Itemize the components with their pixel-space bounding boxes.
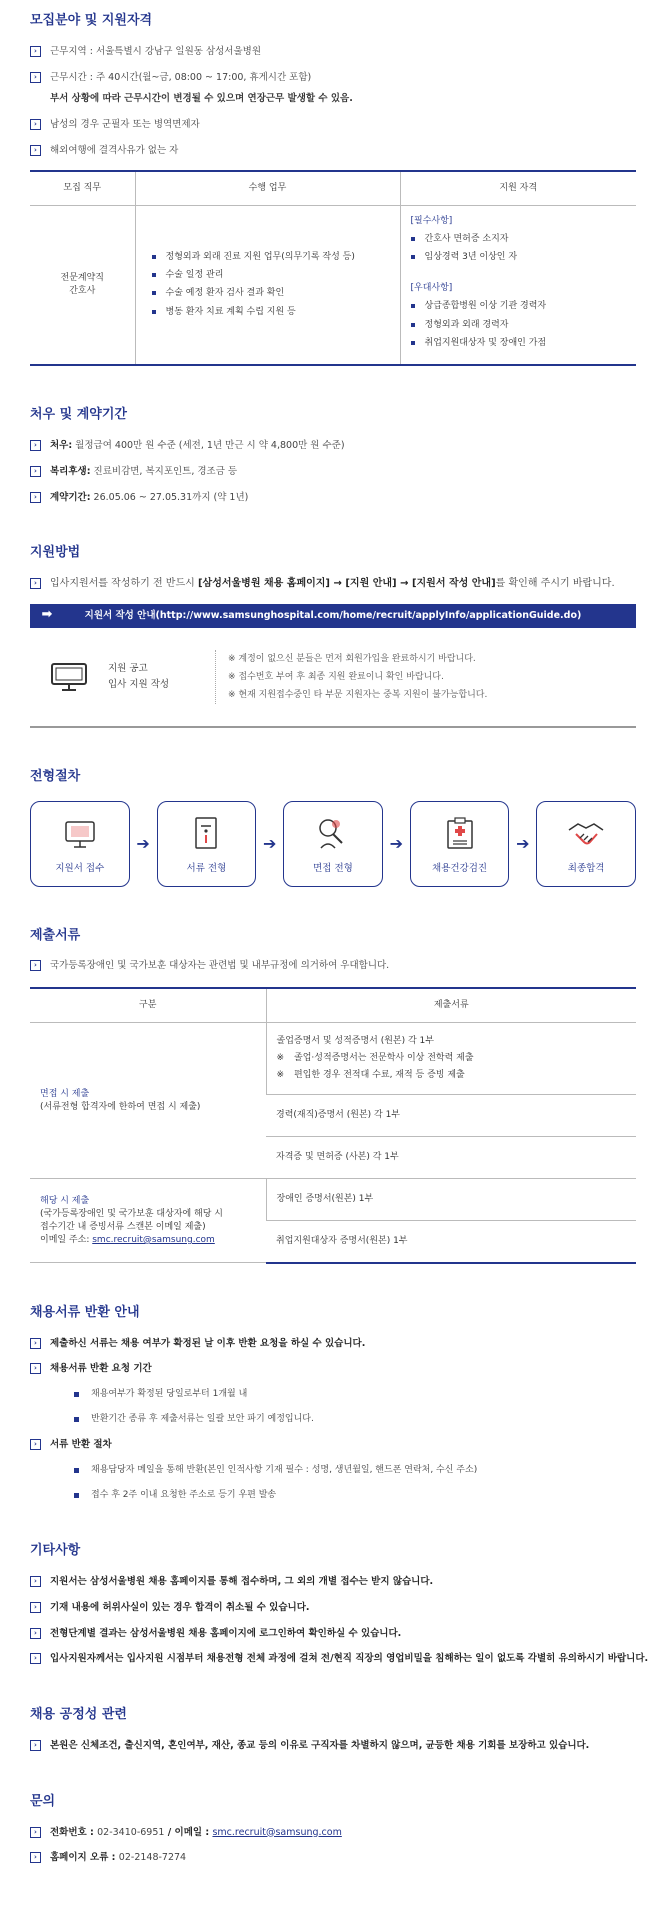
group-cell: 해당 시 제출 (국가등록장애인 및 국가보훈 대상자에 해당 시 접수기간 내 증빙서류 스캔본 이메일 제출) 이메일 주소: smc.recruit@samsung.com bbox=[30, 1179, 266, 1263]
group-subtitle: (국가등록장애인 및 국가보훈 대상자에 해당 시 bbox=[40, 1208, 224, 1219]
section-title-process: 전형절차 bbox=[30, 768, 81, 784]
list-item: › 본원은 신체조건, 출신지역, 혼인여부, 재산, 종교 등의 이유로 구직자를 차별하지 않으며, 균등한 채용 기회를 보장하고 있습니다. bbox=[30, 1739, 656, 1753]
table-header: 구분 bbox=[30, 988, 266, 1023]
required-label: [필수사항] bbox=[410, 216, 453, 227]
recruit-table bbox=[30, 170, 636, 367]
chevron-right-icon: › bbox=[30, 960, 41, 971]
list-item: › 처우: 월정급여 400만 원 수준 (세전, 1년 만근 시 약 4,800만 원 수준) bbox=[30, 439, 656, 453]
list-item: 간호사 면허증 소지자 bbox=[411, 233, 627, 246]
step-final-pass: 최종합격 bbox=[536, 801, 636, 887]
doc-cell: 자격증 및 면허증 (사본) 각 1부 bbox=[266, 1137, 636, 1179]
section-title-contact: 문의 bbox=[30, 1793, 56, 1809]
list-item: › 전형단계별 결과는 삼성서울병원 채용 홈페이지에 로그인하여 확인하실 수 있습니다. bbox=[30, 1627, 656, 1641]
box-label: 지원 공고 bbox=[108, 662, 148, 674]
group-subtitle: (서류전형 합격자에 한하여 면접 시 제출) bbox=[40, 1101, 201, 1112]
list-item: › 채용서류 반환 요청 기간 bbox=[30, 1362, 656, 1376]
list-item: 취업지원대상자 및 장애인 가점 bbox=[411, 337, 627, 350]
medical-clipboard-icon bbox=[444, 816, 476, 850]
contact-line: › 홈페이지 오류 : 02-2148-7274 bbox=[30, 1851, 656, 1865]
application-guide-link[interactable]: ➡ 지원서 작성 안내(http://www.samsunghospital.com/home/recruit/applyInfo/applicationGuide.do) bbox=[30, 604, 636, 628]
duties-cell bbox=[135, 205, 400, 365]
table-header: 수행 업무 bbox=[135, 171, 400, 206]
work-hours-note: 부서 상황에 따라 근무시간이 변경될 수 있으며 연장근무 발생할 수 있음. bbox=[50, 93, 353, 105]
doc-cell: 졸업증명서 및 성적증명서 (원본) 각 1부 ※ 졸업·성적증명서는 전문학사 이상 전학력 제출 ※ 편입한 경우 전적대 수료, 재적 등 증빙 제출 bbox=[266, 1023, 636, 1095]
chevron-right-icon: › bbox=[30, 1439, 41, 1450]
docs-table bbox=[30, 987, 636, 1264]
chevron-right-icon: › bbox=[30, 119, 41, 130]
box-note: ※ 현재 지원접수중인 타 부문 지원자는 중복 지원이 불가능합니다. bbox=[228, 689, 488, 700]
email-link[interactable]: smc.recruit@samsung.com bbox=[212, 1826, 342, 1838]
chevron-right-icon: › bbox=[30, 440, 41, 451]
list-item: 정형외과 외래 경력자 bbox=[411, 319, 627, 332]
section-title-docs: 제출서류 bbox=[30, 927, 81, 943]
step-health-checkup: 채용건강검진 bbox=[410, 801, 510, 887]
box-note: ※ 계정이 없으신 분들은 먼저 회원가입을 완료하시기 바랍니다. bbox=[228, 653, 476, 664]
section-title-etc: 기타사항 bbox=[30, 1543, 81, 1559]
group-title: 해당 시 제출 bbox=[40, 1195, 90, 1206]
table-row bbox=[30, 1023, 636, 1095]
table-header-row bbox=[30, 171, 636, 206]
chevron-right-icon: › bbox=[30, 72, 41, 83]
box-note: ※ 접수번호 부여 후 최종 지원 완료이니 확인 바랍니다. bbox=[228, 671, 444, 682]
step-interview: 면접 전형 bbox=[283, 801, 383, 887]
apply-info-box bbox=[30, 650, 636, 728]
document-icon bbox=[191, 816, 221, 850]
contact-line: › 전화번호 : 02-3410-6951 / 이메일 : smc.recruit@samsung.com bbox=[30, 1826, 656, 1840]
list-item: › 지원서는 삼성서울병원 채용 홈페이지를 통해 접수하며, 그 외의 개별 접수는 받지 않습니다. bbox=[30, 1575, 656, 1589]
email-link[interactable]: smc.recruit@samsung.com bbox=[92, 1234, 215, 1245]
arrow-right-icon: ➔ bbox=[136, 833, 150, 853]
group-title: 면접 시 제출 bbox=[40, 1088, 90, 1099]
list-item: 정형외과 외래 진료 지원 업무(의무기록 작성 등) bbox=[152, 251, 390, 264]
doc-cell: 취업지원대상자 증명서(원본) 1부 bbox=[266, 1221, 636, 1263]
process-steps bbox=[30, 801, 636, 887]
list-item: › 입사지원자께서는 입사지원 시점부터 채용전형 전체 과정에 걸쳐 전/현직 직장의 영업비밀을 침해하는 일이 없도록 각별히 유의하시기 바랍니다. bbox=[30, 1652, 656, 1666]
list-item: 수술 예정 환자 검사 결과 확인 bbox=[152, 287, 390, 300]
chevron-right-icon: › bbox=[30, 1852, 41, 1863]
list-item: › 서류 반환 절차 bbox=[30, 1438, 656, 1452]
arrow-right-icon: ➔ bbox=[263, 833, 277, 853]
list-item: › 국가등록장애인 및 국가보훈 대상자는 관련법 및 내부규정에 의거하여 우대합니다. bbox=[30, 959, 656, 973]
chevron-right-icon: › bbox=[30, 492, 41, 503]
monitor-icon bbox=[50, 661, 88, 693]
chevron-right-icon: › bbox=[30, 1338, 41, 1349]
chevron-right-icon: › bbox=[30, 1363, 41, 1374]
list-item: 접수 후 2주 이내 요청한 주소로 등기 우편 발송 bbox=[74, 1489, 656, 1502]
list-item: › 제출하신 서류는 채용 여부가 확정된 날 이후 반환 요청을 하실 수 있습니다. bbox=[30, 1337, 656, 1351]
list-item: 수술 일정 관리 bbox=[152, 269, 390, 282]
table-row bbox=[30, 1179, 636, 1221]
list-item: 상급종합병원 이상 기관 경력자 bbox=[411, 300, 627, 313]
table-header-row bbox=[30, 988, 636, 1023]
list-item: › 해외여행에 결격사유가 없는 자 bbox=[30, 144, 656, 158]
handshake-icon bbox=[566, 818, 606, 850]
job-cell: 전문계약직 간호사 bbox=[30, 205, 135, 365]
chevron-right-icon: › bbox=[30, 46, 41, 57]
box-label: 입사 지원 작성 bbox=[108, 678, 170, 690]
chevron-right-icon: › bbox=[30, 466, 41, 477]
table-header: 모집 직무 bbox=[30, 171, 135, 206]
group-subtitle: 접수기간 내 증빙서류 스캔본 이메일 제출) bbox=[40, 1221, 206, 1232]
list-item: › 복리후생: 진료비감면, 복지포인트, 경조금 등 bbox=[30, 465, 656, 479]
section-title-fair: 채용 공정성 관련 bbox=[30, 1707, 127, 1723]
chevron-right-icon: › bbox=[30, 1576, 41, 1587]
chevron-right-icon: › bbox=[30, 1602, 41, 1613]
chevron-right-icon: › bbox=[30, 1653, 41, 1664]
interview-icon bbox=[315, 816, 351, 850]
chevron-right-icon: › bbox=[30, 578, 41, 589]
monitor-icon bbox=[63, 820, 97, 850]
list-item: 채용여부가 확정된 당일로부터 1개월 내 bbox=[74, 1388, 656, 1401]
doc-cell: 경력(재직)증명서 (원본) 각 1부 bbox=[266, 1095, 636, 1137]
list-item: 채용담당자 메일을 통해 반환(본인 인적사항 기재 필수 : 성명, 생년월일, 핸드폰 연락처, 수신 주소) bbox=[74, 1464, 656, 1477]
step-application: 지원서 접수 bbox=[30, 801, 130, 887]
section-title-apply: 지원방법 bbox=[30, 545, 81, 561]
list-item: 반환기간 종류 후 제출서류는 일괄 보안 파기 예정입니다. bbox=[74, 1413, 656, 1426]
chevron-right-icon: › bbox=[30, 1628, 41, 1639]
qualification-cell bbox=[400, 205, 636, 365]
chevron-right-icon: › bbox=[30, 1740, 41, 1751]
list-item: › 근무시간 : 주 40시간(월~금, 08:00 ~ 17:00, 휴게시간 포함) bbox=[30, 71, 656, 85]
group-cell bbox=[30, 1023, 266, 1179]
recruit-page bbox=[0, 12, 668, 1907]
list-item: 병동 환자 치료 계획 수립 지원 등 bbox=[152, 306, 390, 319]
section-title-benefits: 처우 및 계약기간 bbox=[30, 407, 127, 423]
list-item: › 근무지역 : 서울특별시 강남구 일원동 삼성서울병원 bbox=[30, 45, 656, 59]
arrow-right-icon: ➔ bbox=[389, 833, 403, 853]
table-row bbox=[30, 205, 636, 365]
table-header: 제출서류 bbox=[266, 988, 636, 1023]
list-item: › 계약기간: 26.05.06 ~ 27.05.31까지 (약 1년) bbox=[30, 491, 656, 505]
chevron-right-icon: › bbox=[30, 1827, 41, 1838]
chevron-right-icon: › bbox=[30, 145, 41, 156]
arrow-right-icon: ➡ bbox=[41, 607, 53, 623]
list-item: › 기재 내용에 허위사실이 있는 경우 합격이 취소될 수 있습니다. bbox=[30, 1601, 656, 1615]
doc-cell: 장애인 증명서(원본) 1부 bbox=[266, 1179, 636, 1221]
list-item: 임상경력 3년 이상인 자 bbox=[411, 251, 627, 264]
preferred-label: [우대사항] bbox=[410, 283, 453, 294]
list-item: › 남성의 경우 군필자 또는 병역면제자 bbox=[30, 118, 656, 132]
section-title-recruit: 모집분야 및 지원자격 bbox=[30, 13, 153, 28]
apply-instruction: › 입사지원서를 작성하기 전 반드시 [삼성서울병원 채용 홈페이지] → [지원 안내] → [지원서 작성 안내]를 확인해 주시기 바랍니다. bbox=[30, 577, 656, 592]
table-header: 지원 자격 bbox=[400, 171, 636, 206]
section-title-return: 채용서류 반환 안내 bbox=[30, 1304, 140, 1320]
arrow-right-icon: ➔ bbox=[516, 833, 530, 853]
step-document-review: 서류 전형 bbox=[157, 801, 257, 887]
